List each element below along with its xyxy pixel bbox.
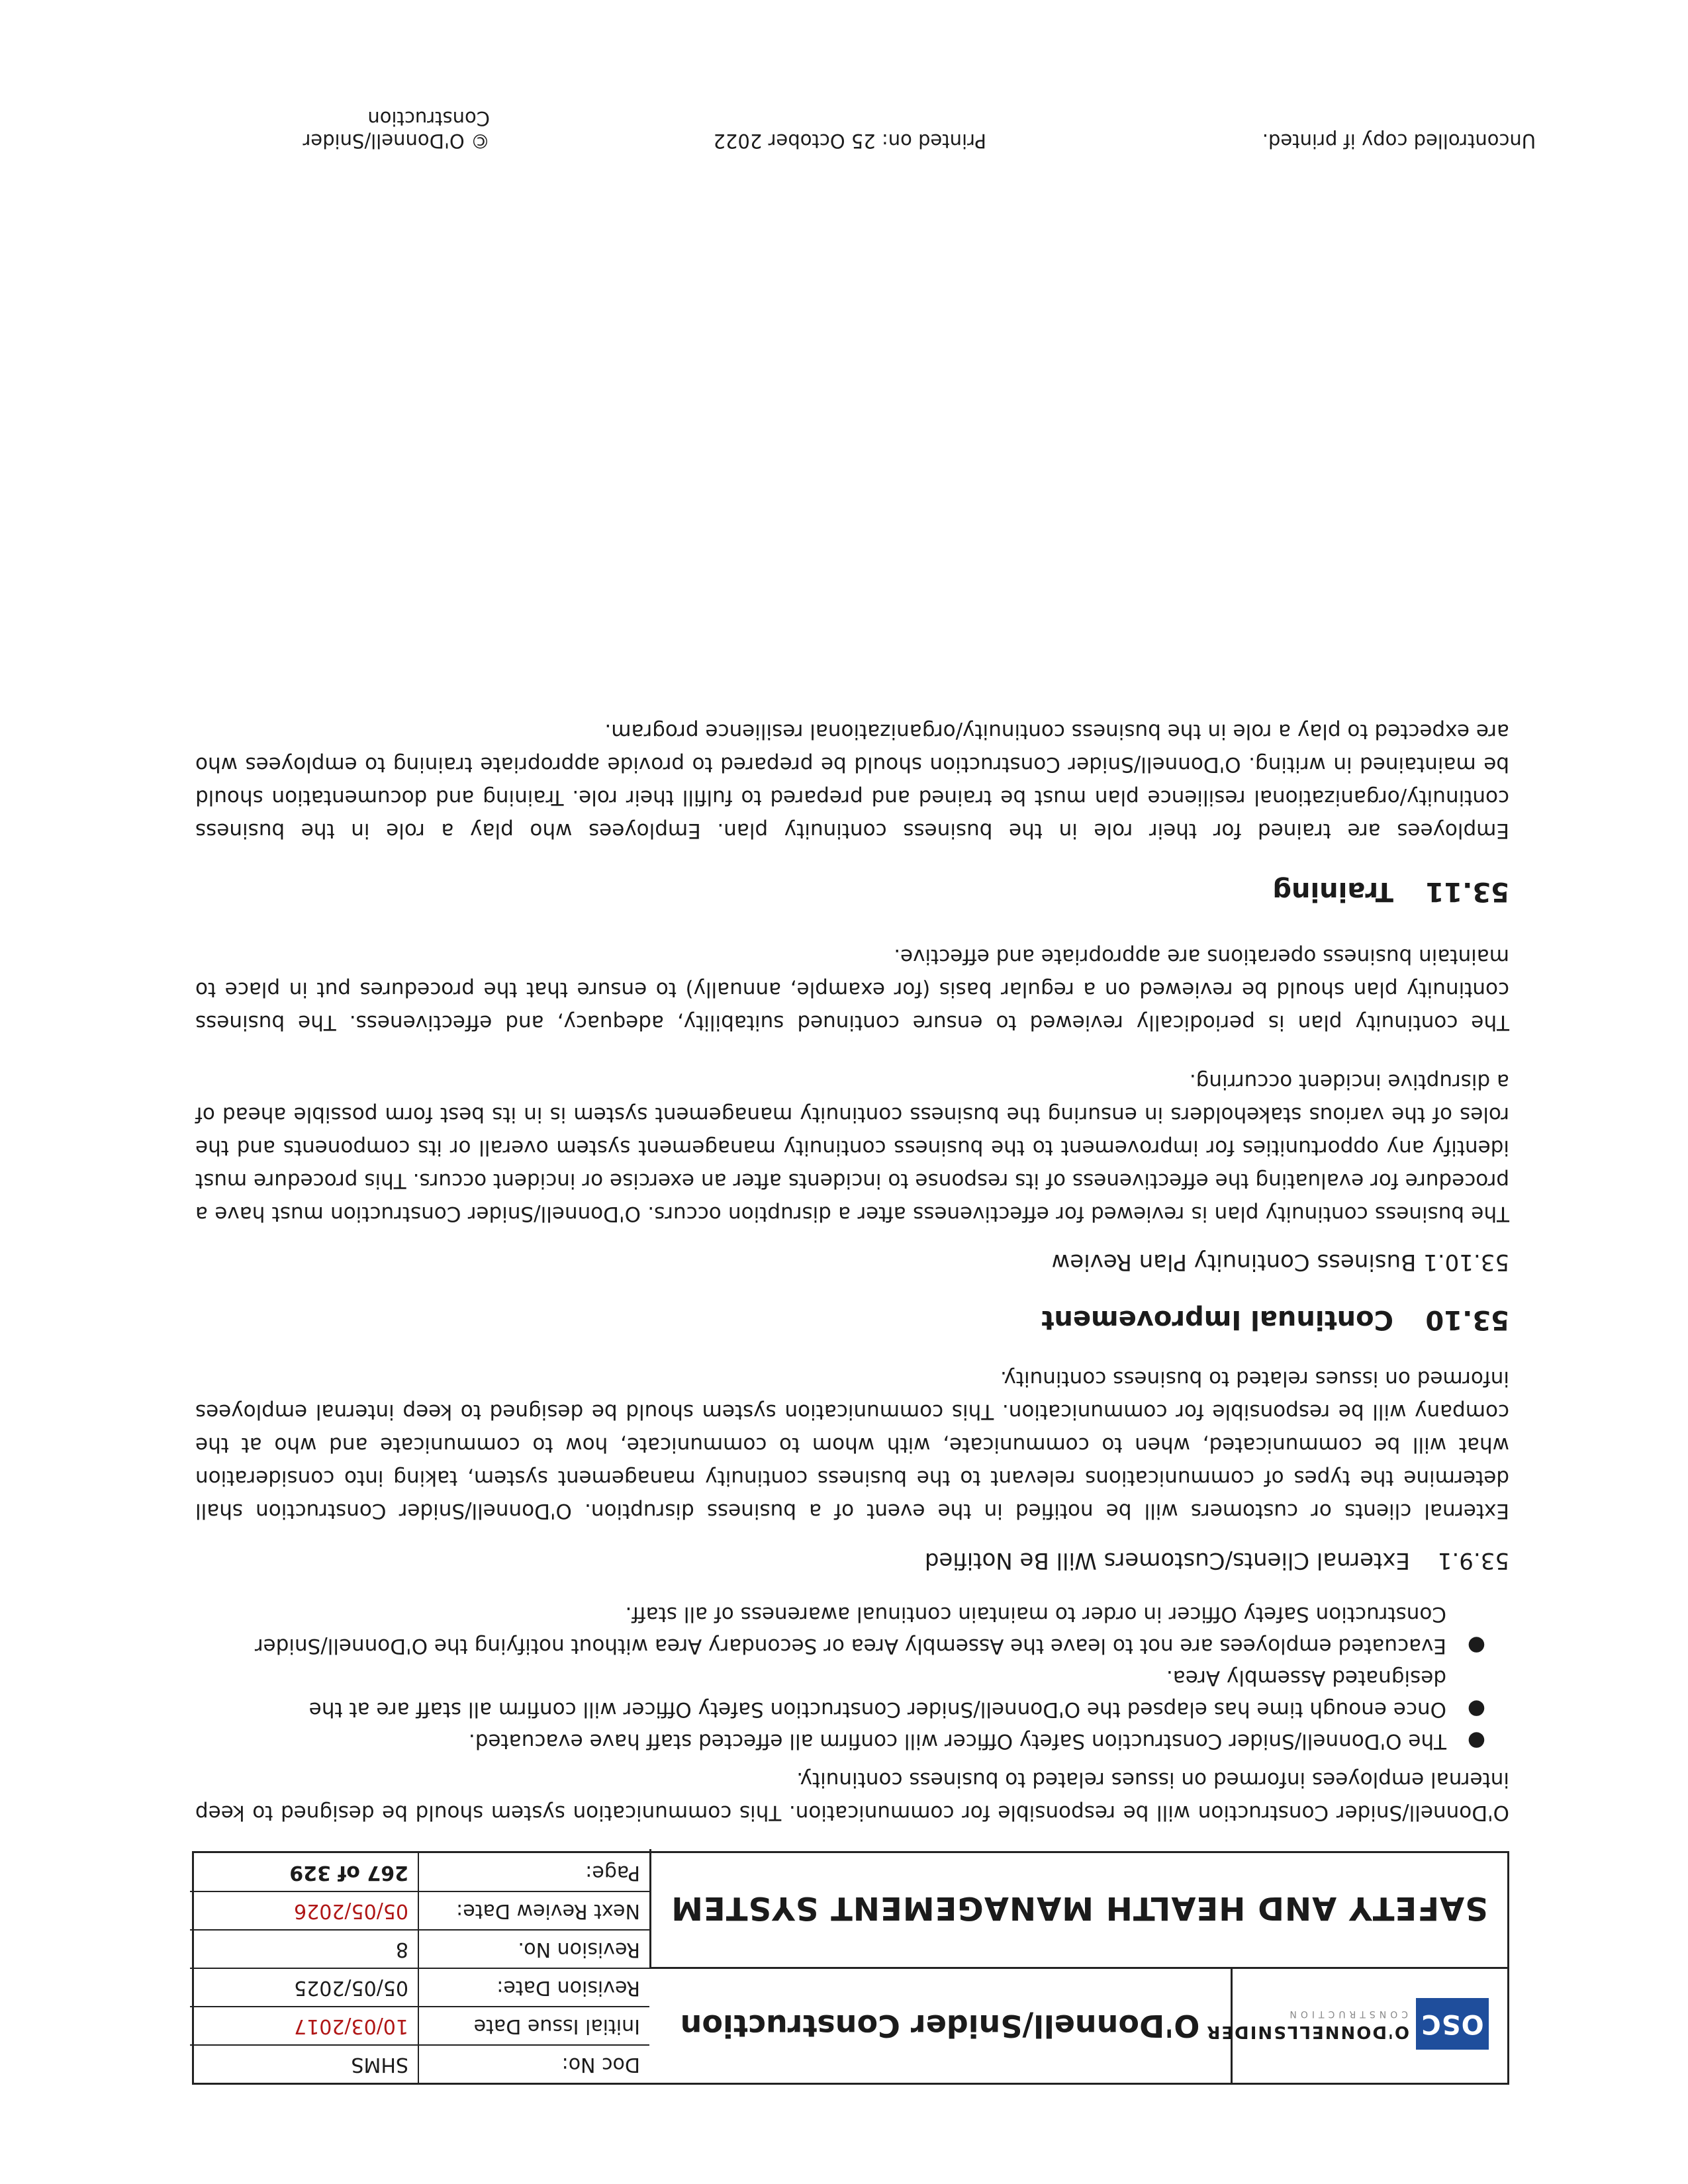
list-item-text: Evacuated employees are not to leave the Assembly Area or Secondary Area without notifying the O'Donnell/Snider Construction Safety Officer in order to maintain continual awareness of all staff.	[254, 1602, 1446, 1658]
bullet-icon: ●	[1467, 1729, 1485, 1753]
meta-row-doc-no	[190, 2044, 649, 2083]
meta-label: Next Review Date:	[418, 1892, 649, 1929]
intro-paragraph: O'Donnell/Snider Construction will be responsible for communication. This communication system should be designed to keep internal employees informed on issues related to business continuity.	[195, 1768, 1509, 1825]
meta-value: 10/03/2017	[294, 2015, 408, 2038]
section-title: Training	[1272, 876, 1393, 907]
company-name: O'Donnell/Snider Construction	[680, 2008, 1200, 2044]
section-number: 53.9.1	[1437, 1547, 1509, 1574]
footer-uncontrolled-note: Uncontrolled copy if printed.	[1262, 130, 1536, 152]
bullet-icon: ●	[1467, 1698, 1485, 1721]
document-header	[192, 1851, 1509, 2085]
document-title: SAFETY AND HEALTH MANAGEMENT SYSTEM	[671, 1889, 1488, 1927]
section-53-11-paragraph: Employees are trained for their role in the business continuity plan. Employees who play a role in the business continuity/organizational resilience plan must be trained and prepared to fulfill their role. Training and documentation should be maintained in writing. O'Donnell/Snider Construction should be prepared to provide appropriate training to employees who are expected to play a role in the business continuity/organizational resilience program.	[195, 719, 1509, 842]
list-item	[195, 1662, 1509, 1725]
meta-label: Initial Issue Date	[418, 2007, 649, 2044]
section-title: Continual Improvement	[1041, 1304, 1393, 1335]
meta-value: 267 of 329	[289, 1861, 408, 1884]
section-number: 53.11	[1425, 876, 1509, 907]
logo	[1205, 1967, 1507, 2083]
meta-row-next-review	[190, 1891, 649, 1929]
footer-printed-date: Printed on: 25 October 2022	[713, 130, 986, 152]
evacuation-bullet-list	[195, 1598, 1509, 1757]
list-item	[195, 1725, 1509, 1757]
meta-value: 05/05/2026	[294, 1899, 408, 1923]
section-number: 53.10	[1425, 1304, 1509, 1335]
section-title: Business Continuity Plan Review	[1051, 1249, 1417, 1275]
section-heading-53-11	[1272, 876, 1509, 907]
meta-label: Page:	[418, 1852, 649, 1891]
section-heading-53-10-1	[1052, 1249, 1509, 1275]
list-item	[195, 1598, 1509, 1662]
meta-row-initial-issue	[190, 2006, 649, 2044]
meta-value: 8	[395, 1938, 408, 1961]
company-cell	[649, 1967, 1231, 2083]
meta-label: Doc No:	[418, 2046, 649, 2083]
section-53-10-1-paragraph-1: The business continuity plan is reviewed for effectiveness after a disruption occurs. O'Donnell/Snider Construction must have a procedure for evaluating the effectiveness of its response to incidents after an exercise or incident occurs. This procedure must identify any opportunities for improvement to the business continuity management system overall or its components and the roles of the various stakeholders in ensuring the business continuity management system is in its best form possible ahead of a disruptive incident occurring.	[195, 1069, 1509, 1226]
logo-mark: OSC	[1416, 1998, 1489, 2050]
section-53-10-1-paragraph-2: The continuity plan is periodically reviewed to ensure continued suitability, adequacy, and effectiveness. The business continuity plan should be reviewed on a regular basis (for example, annually) to ensure that the procedures put in place to maintain business operations are appropriate and effective.	[195, 944, 1509, 1034]
section-53-9-1-paragraph: External clients or customers will be notified in the event of a business disruption. O'Donnell/Snider Construction shall determine the types of communications relevant to the business continuity management system, taking into consideration what will be communicated, when to communicate, with whom to communicate, how to communicate and who at the company will be responsible for communication. This communication system should be designed to keep internal employees informed on issues related to business continuity.	[195, 1367, 1509, 1523]
title-cell	[649, 1849, 1507, 1967]
section-heading-53-10	[1041, 1304, 1509, 1335]
bullet-icon: ●	[1467, 1634, 1485, 1658]
meta-row-revision-date	[190, 1968, 649, 2006]
section-number: 53.10.1	[1423, 1249, 1509, 1275]
meta-value: SHMS	[351, 2053, 408, 2076]
footer-copyright: © O'Donnell/Snider Construction	[303, 107, 490, 152]
meta-label: Revision No.	[418, 1931, 649, 1968]
list-item-text: The O'Donnell/Snider Construction Safety Officer will confirm all effected staff have evacuated.	[468, 1729, 1446, 1753]
page-footer	[179, 107, 1536, 152]
logo-wordmark: O'DONNELLSNIDER	[1205, 2022, 1409, 2042]
meta-row-page	[190, 1852, 649, 1891]
section-heading-53-9-1	[925, 1547, 1509, 1574]
meta-value: 05/05/2025	[294, 1976, 408, 1999]
logo-subtext: CONSTRUCTION	[1286, 2009, 1408, 2019]
meta-row-revision-no	[190, 1929, 649, 1968]
document-meta-table	[190, 1851, 649, 2083]
list-item-text: Once enough time has elapsed the O'Donnell/Snider Construction Safety Officer will confirm all staff are at the designated Assembly Area.	[308, 1666, 1446, 1721]
section-title: External Clients/Customers Will Be Notified	[924, 1547, 1410, 1574]
meta-label: Revision Date:	[418, 1969, 649, 2006]
